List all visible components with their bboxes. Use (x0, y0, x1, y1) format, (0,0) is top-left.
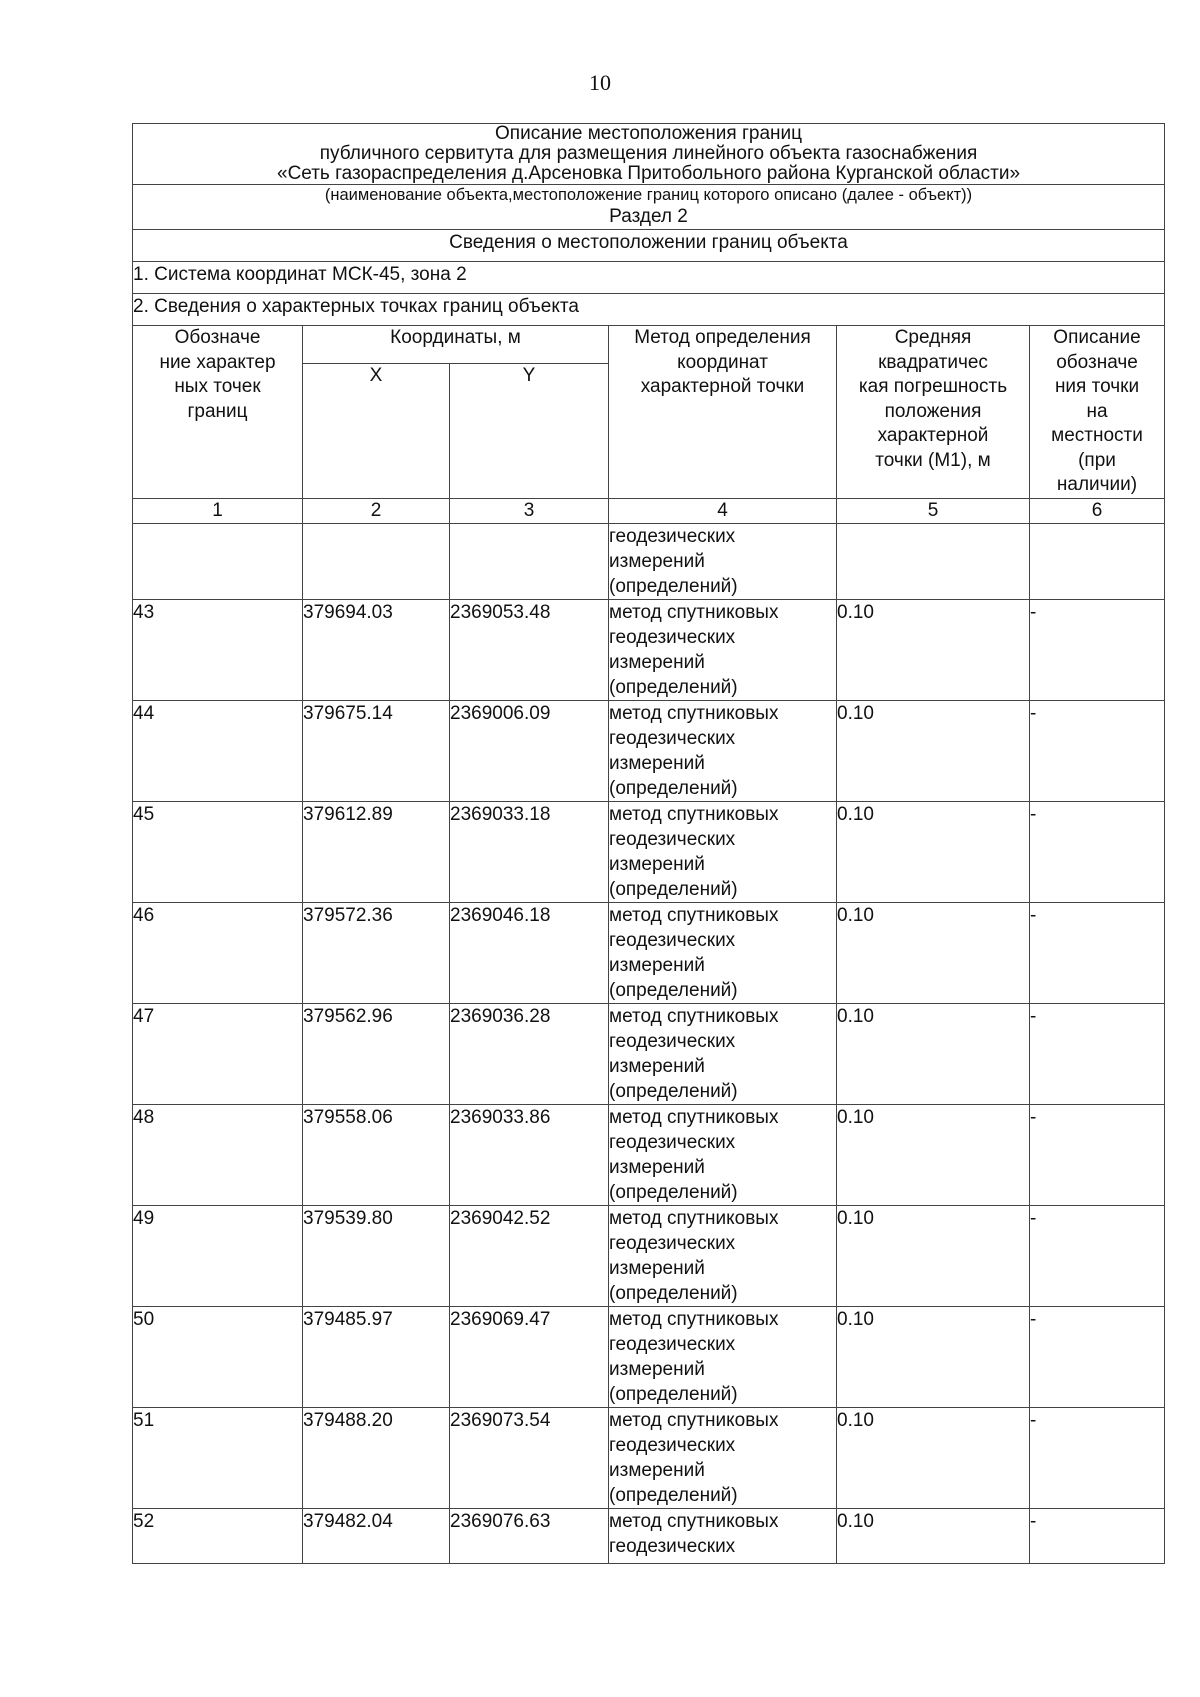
col-error-line: характерной (877, 425, 989, 446)
col-number: 3 (450, 499, 609, 524)
method-cell (609, 802, 837, 903)
x-cell: 379482.04 (303, 1509, 450, 1564)
table-row (133, 903, 1165, 1004)
col-method-line: Метод определения (634, 327, 811, 348)
method-line: геодезических (609, 1536, 736, 1557)
x-cell: 379675.14 (303, 701, 450, 802)
col-coords-header: Координаты, м (303, 326, 609, 364)
section-title-row (133, 230, 1165, 262)
method-line: геодезических (609, 1233, 736, 1254)
col-error-line: квадратичес (878, 351, 988, 373)
method-line: геодезических (609, 728, 736, 749)
col-error-line: Средняя (894, 327, 972, 348)
method-line: геодезических (609, 829, 736, 850)
x-cell: 379694.03 (303, 600, 450, 701)
error-cell: 0.10 (837, 1408, 1030, 1509)
col-error-line: кая погрешность (858, 376, 1008, 397)
title-line-3: «Сеть газораспределения д.Арсеновка Притобольного района Курганской области» (277, 163, 1021, 184)
table-row (133, 1307, 1165, 1408)
method-line: геодезических (609, 627, 736, 648)
col-error-line: точки (М1), м (875, 449, 991, 471)
col-number: 4 (609, 499, 837, 524)
object-note-row (133, 185, 1165, 230)
table-row (133, 1206, 1165, 1307)
col-desc-line: местности (1051, 425, 1143, 446)
coord-system-row (133, 262, 1165, 294)
method-line: метод спутниковых (609, 1410, 779, 1431)
points-title-row (133, 294, 1165, 326)
method-line: (определений) (609, 980, 738, 1001)
table-row (133, 802, 1165, 903)
method-line: измерений (609, 1460, 705, 1481)
error-cell (837, 524, 1030, 600)
y-cell: 2369006.09 (450, 701, 609, 802)
col-point-header (133, 326, 303, 499)
y-cell (450, 524, 609, 600)
y-cell: 2369033.18 (450, 802, 609, 903)
doc-title-row (133, 124, 1165, 185)
col-number: 2 (303, 499, 450, 524)
section-title: Сведения о местоположении границ объекта (133, 230, 1165, 262)
col-desc-line: обозначе (1056, 351, 1138, 373)
x-cell: 379485.97 (303, 1307, 450, 1408)
method-line: измерений (609, 753, 705, 774)
col-desc-line: (при (1078, 449, 1116, 471)
boundary-points-table (132, 123, 1165, 1564)
col-number: 1 (133, 499, 303, 524)
x-cell: 379488.20 (303, 1408, 450, 1509)
point-cell: 50 (133, 1307, 303, 1408)
x-cell: 379562.96 (303, 1004, 450, 1105)
desc-cell: - (1030, 1307, 1165, 1408)
point-cell: 52 (133, 1509, 303, 1564)
method-line: геодезических (609, 1031, 736, 1052)
method-cell (609, 1307, 837, 1408)
page-number: 10 (589, 70, 611, 95)
object-note-cell (133, 185, 1165, 230)
col-desc-line: наличии) (1056, 474, 1138, 495)
method-line: измерений (609, 652, 705, 673)
desc-cell: - (1030, 701, 1165, 802)
col-y-header: Y (450, 364, 609, 499)
x-cell: 379572.36 (303, 903, 450, 1004)
error-cell: 0.10 (837, 802, 1030, 903)
method-line: (определений) (609, 778, 738, 799)
col-point-line: ных точек (174, 376, 261, 397)
method-line: метод спутниковых (609, 1208, 779, 1229)
method-cell (609, 1105, 837, 1206)
y-cell: 2369033.86 (450, 1105, 609, 1206)
method-line: метод спутниковых (609, 602, 779, 623)
error-cell: 0.10 (837, 1206, 1030, 1307)
col-point-line: ние характер (159, 351, 276, 373)
method-line: геодезических (609, 930, 736, 951)
table-row (133, 701, 1165, 802)
desc-cell: - (1030, 903, 1165, 1004)
method-line: метод спутниковых (609, 1511, 779, 1532)
method-line: (определений) (609, 1182, 738, 1203)
method-line: метод спутниковых (609, 804, 779, 825)
col-desc-line: Описание (1053, 327, 1141, 348)
title-line-1: Описание местоположения границ (495, 123, 802, 144)
method-cell (609, 524, 837, 600)
desc-cell: - (1030, 1206, 1165, 1307)
method-line: (определений) (609, 1384, 738, 1405)
table-row (133, 1408, 1165, 1509)
method-line: измерений (609, 854, 705, 875)
x-cell (303, 524, 450, 600)
method-cell (609, 903, 837, 1004)
col-method-line: координат (677, 351, 768, 373)
desc-cell: - (1030, 600, 1165, 701)
method-cell (609, 1004, 837, 1105)
method-line: (определений) (609, 1485, 738, 1506)
column-number-row (133, 499, 1165, 524)
point-cell: 47 (133, 1004, 303, 1105)
continuation-row (133, 524, 1165, 600)
point-cell: 46 (133, 903, 303, 1004)
method-line: измерений (609, 1359, 705, 1380)
desc-cell: - (1030, 1408, 1165, 1509)
error-cell: 0.10 (837, 1004, 1030, 1105)
method-line: измерений (609, 1056, 705, 1077)
col-desc-line: на (1086, 400, 1108, 422)
method-line: (определений) (609, 1283, 738, 1304)
desc-cell (1030, 524, 1165, 600)
title-line-2: публичного сервитута для размещения линейного объекта газоснабжения (319, 143, 978, 164)
x-cell: 379539.80 (303, 1206, 450, 1307)
method-line: геодезических (609, 1132, 736, 1153)
method-line: (определений) (609, 1081, 738, 1102)
desc-cell: - (1030, 1004, 1165, 1105)
method-cell (609, 1509, 837, 1564)
col-error-line: положения (884, 400, 982, 422)
points-title: 2. Сведения о характерных точках границ объекта (133, 294, 1165, 326)
method-line: измерений (609, 551, 705, 572)
col-point-line: границ (187, 400, 248, 422)
error-cell: 0.10 (837, 903, 1030, 1004)
error-cell: 0.10 (837, 600, 1030, 701)
error-cell: 0.10 (837, 701, 1030, 802)
object-note: (наименование объекта,местоположение границ которого описано (далее - объект)) (324, 186, 973, 204)
desc-cell: - (1030, 1105, 1165, 1206)
method-line: измерений (609, 1258, 705, 1279)
desc-cell: - (1030, 802, 1165, 903)
y-cell: 2369046.18 (450, 903, 609, 1004)
x-cell: 379558.06 (303, 1105, 450, 1206)
method-line: метод спутниковых (609, 703, 779, 724)
coord-system: 1. Система координат МСК-45, зона 2 (133, 262, 1165, 294)
table-row (133, 1004, 1165, 1105)
method-line: геодезических (609, 1334, 736, 1355)
col-error-header (837, 326, 1030, 499)
col-desc-header (1030, 326, 1165, 499)
col-x-header: X (303, 364, 450, 499)
y-cell: 2369042.52 (450, 1206, 609, 1307)
method-line: геодезических (609, 526, 736, 547)
point-cell: 49 (133, 1206, 303, 1307)
x-cell: 379612.89 (303, 802, 450, 903)
method-line: (определений) (609, 879, 738, 900)
col-point-line: Обозначе (174, 327, 261, 348)
method-cell (609, 1408, 837, 1509)
point-cell: 51 (133, 1408, 303, 1509)
point-cell (133, 524, 303, 600)
error-cell: 0.10 (837, 1105, 1030, 1206)
error-cell: 0.10 (837, 1307, 1030, 1408)
method-line: метод спутниковых (609, 905, 779, 926)
y-cell: 2369036.28 (450, 1004, 609, 1105)
method-line: метод спутниковых (609, 1107, 779, 1128)
point-cell: 48 (133, 1105, 303, 1206)
method-line: метод спутниковых (609, 1006, 779, 1027)
method-line: измерений (609, 1157, 705, 1178)
method-line: (определений) (609, 576, 738, 597)
method-line: геодезических (609, 1435, 736, 1456)
method-cell (609, 701, 837, 802)
method-cell (609, 1206, 837, 1307)
y-cell: 2369076.63 (450, 1509, 609, 1564)
method-line: (определений) (609, 677, 738, 698)
desc-cell: - (1030, 1509, 1165, 1564)
y-cell: 2369069.47 (450, 1307, 609, 1408)
method-cell (609, 600, 837, 701)
col-desc-line: ния точки (1054, 376, 1140, 397)
method-line: метод спутниковых (609, 1309, 779, 1330)
method-line: измерений (609, 955, 705, 976)
table-row (133, 1105, 1165, 1206)
column-header-row-1 (133, 326, 1165, 364)
section-label: Раздел 2 (609, 206, 688, 227)
point-cell: 43 (133, 600, 303, 701)
y-cell: 2369073.54 (450, 1408, 609, 1509)
error-cell: 0.10 (837, 1509, 1030, 1564)
doc-title (133, 124, 1165, 185)
col-number: 6 (1030, 499, 1165, 524)
col-number: 5 (837, 499, 1030, 524)
point-cell: 44 (133, 701, 303, 802)
col-method-line: характерной точки (640, 376, 805, 397)
y-cell: 2369053.48 (450, 600, 609, 701)
point-cell: 45 (133, 802, 303, 903)
table-row (133, 600, 1165, 701)
col-method-header (609, 326, 837, 499)
table-row (133, 1509, 1165, 1564)
